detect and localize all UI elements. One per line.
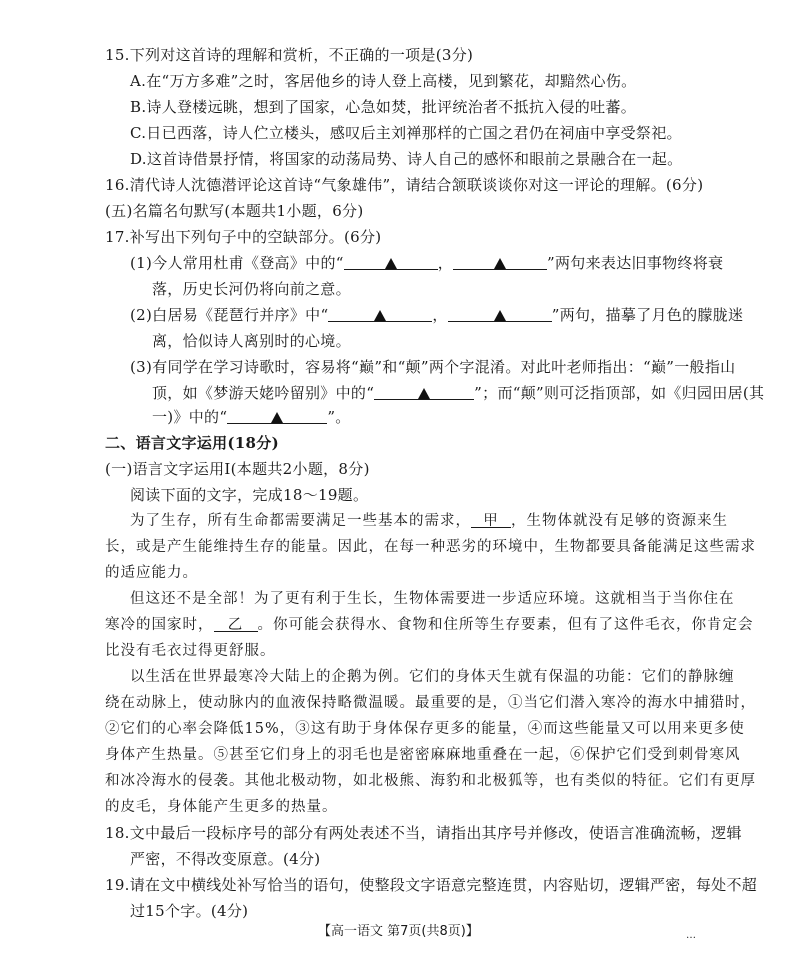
q17-item-3: (3)有同学在学习诗歌时，容易将“巅”和“颠”两个字混淆。对此叶老师指出：“巅”一般指山	[130, 358, 736, 376]
q19-stem-cont: 过15个字。(4分)	[130, 902, 249, 920]
q15-option-b: B.诗人登楼远眺，想到了国家，心急如焚，批评统治者不抵抗入侵的吐蕃。	[130, 98, 636, 116]
answer-blank[interactable]	[374, 383, 474, 400]
q17-item-3-cont2: 一)》中的“ ”。	[152, 408, 351, 426]
part-2-subtitle: (一)语言文字运用Ⅰ(本题共2小题，8分)	[105, 460, 370, 478]
q15-option-a: A.在“万方多难”之时，客居他乡的诗人登上高楼，见到繁花，却黯然心伤。	[130, 72, 637, 90]
q18-stem-cont: 严密，不得改变原意。(4分)	[130, 850, 321, 868]
passage-line: 长，或是产生能维持生存的能量。因此，在每一种恶劣的环境中，生物都要具备能满足这些需求	[105, 539, 756, 555]
q17-item-3-cont: 顶，如《梦游天姥吟留别》中的“ ”；而“颠”则可泛指顶部，如《归园田居(其	[152, 384, 765, 402]
blank-jia[interactable]: 甲	[471, 511, 511, 528]
passage-line: 但这还不是全部！为了更有利于生长，生物体需要进一步适应环境。这就相当于当你住在	[130, 591, 735, 607]
corner-mark: …	[686, 930, 697, 941]
page-footer: 【高一语文 第7页(共8页)】	[318, 924, 479, 939]
passage-line: 为了生存，所有生命都需要满足一些基本的需求， 甲 ，生物体就没有足够的资源来生	[130, 513, 728, 529]
q17-item-1-cont: 落，历史长河仍将向前之意。	[152, 280, 351, 298]
section-5-heading: (五)名篇名句默写(本题共1小题，6分)	[105, 202, 364, 220]
q15-option-d: D.这首诗借景抒情，将国家的动荡局势、诗人自己的感怀和眼前之景融合在一起。	[130, 150, 683, 168]
passage-line: 以生活在世界最寒冷大陆上的企鹅为例。它们的身体天生就有保温的功能：它们的静脉缠	[130, 669, 735, 685]
q17-item-2: (2)白居易《琵琶行并序》中“ ， ”两句，描摹了月色的朦胧迷	[130, 306, 744, 324]
triangle-icon	[494, 258, 506, 269]
passage-line: 身体产生热量。⑤甚至它们身上的羽毛也是密密麻麻地重叠在一起，⑥保护它们受到刺骨寒风	[105, 747, 741, 763]
q17-stem: 17.补写出下列句子中的空缺部分。(6分)	[105, 228, 382, 246]
triangle-icon	[418, 388, 430, 399]
answer-blank[interactable]	[328, 305, 432, 322]
triangle-icon	[385, 258, 397, 269]
blank-yi[interactable]: 乙	[214, 615, 258, 632]
passage-line: 比没有毛衣过得更舒服。	[105, 643, 276, 659]
passage-line: 寒冷的国家时， 乙 。你可能会获得水、食物和住所等生存要素，但有了这件毛衣，你肯定会	[105, 617, 754, 633]
passage-line: ②它们的心率会降低15%，③这有助于身体保存更多的能量，④而这些能量又可以用来更多使	[105, 721, 745, 737]
q15-option-c: C.日已西落，诗人伫立楼头，感叹后主刘禅那样的亡国之君仍在祠庙中享受祭祀。	[130, 124, 682, 142]
answer-blank[interactable]	[227, 407, 327, 424]
q16-stem: 16.清代诗人沈德潜评论这首诗“气象雄伟”，请结合颔联谈谈你对这一评论的理解。(6分)	[105, 176, 704, 194]
answer-blank[interactable]	[448, 305, 552, 322]
triangle-icon	[494, 310, 506, 321]
q17-item-2-cont: 离，恰似诗人离别时的心境。	[152, 332, 351, 350]
triangle-icon	[271, 412, 283, 423]
answer-blank[interactable]	[344, 253, 438, 270]
answer-blank[interactable]	[453, 253, 547, 270]
passage-line: 和冰冷海水的侵袭。其他北极动物，如北极熊、海豹和北极狐等，也有类似的特征。它们有更厚	[105, 773, 756, 789]
q15-stem: 15.下列对这首诗的理解和赏析，不正确的一项是(3分)	[105, 46, 474, 64]
triangle-icon	[374, 310, 386, 321]
passage-line: 的适应能力。	[105, 565, 198, 581]
part-2-title: 二、语言文字运用(18分)	[105, 434, 279, 452]
q17-item-1: (1)今人常用杜甫《登高》中的“ ， ”两句来表达旧事物终将衰	[130, 254, 724, 272]
passage-line: 的皮毛，身体能产生更多的热量。	[105, 799, 338, 815]
q19-stem: 19.请在文中横线处补写恰当的语句，使整段文字语意完整连贯，内容贴切，逻辑严密，每处不超	[105, 876, 758, 894]
reading-instruction: 阅读下面的文字，完成18～19题。	[130, 486, 369, 504]
q18-stem: 18.文中最后一段标序号的部分有两处表述不当，请指出其序号并修改，使语言准确流畅，逻辑	[105, 824, 742, 842]
passage-line: 绕在动脉上，使动脉内的血液保持略微温暖。最重要的是，①当它们潜入寒冷的海水中捕猎时，	[105, 695, 756, 711]
